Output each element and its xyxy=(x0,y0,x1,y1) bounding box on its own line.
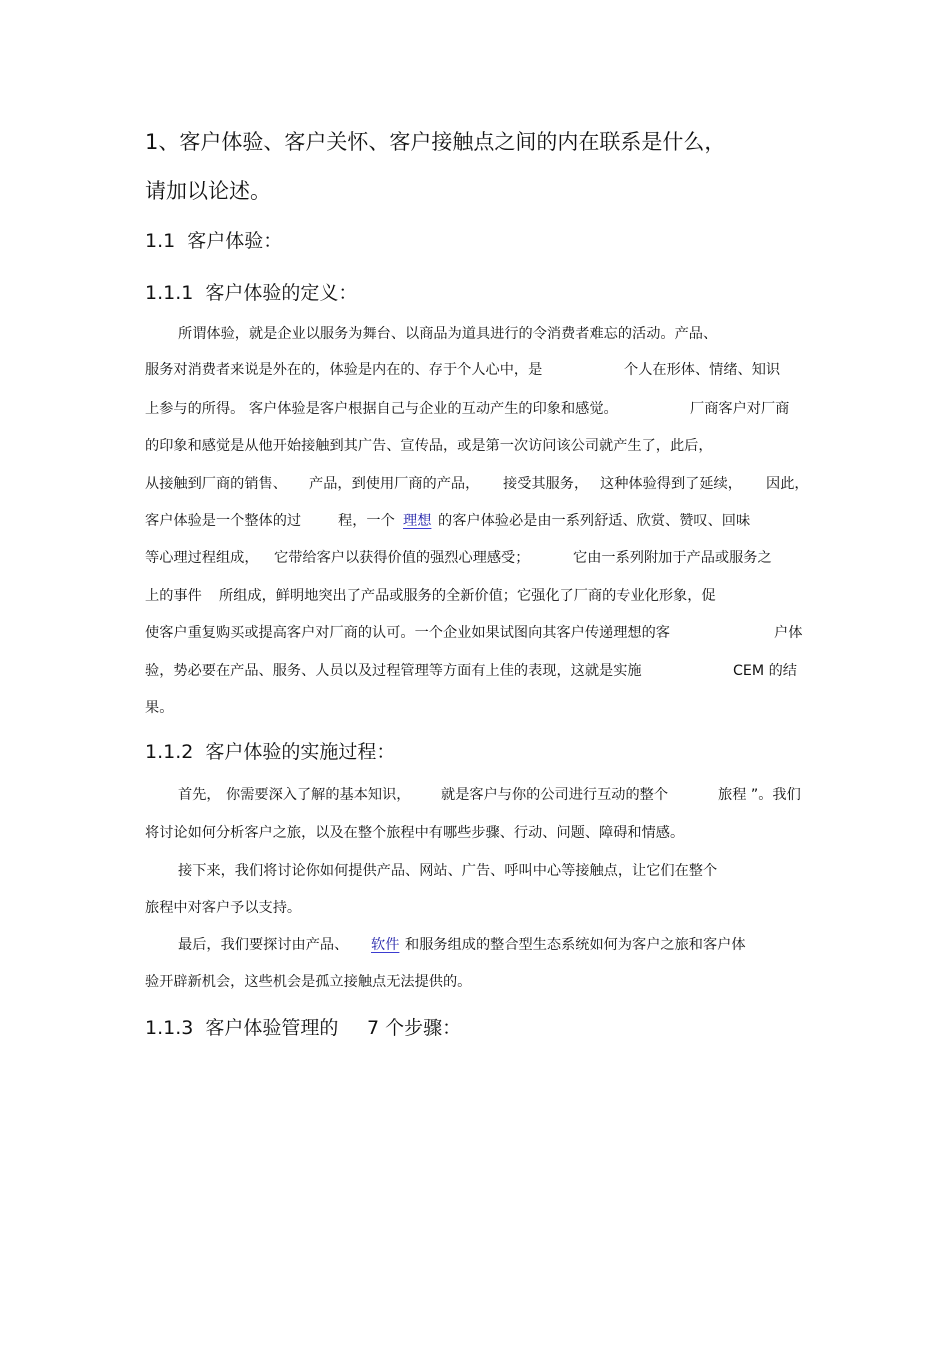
paragraph-line: 它由一系列附加于产品或服务之 xyxy=(573,550,772,566)
paragraph-line: 客户体验是一个整体的过 xyxy=(145,513,302,529)
paragraph-line: 产品，到使用厂商的产品， xyxy=(309,476,480,492)
paragraph-line: 户体 xyxy=(774,625,803,641)
paragraph-line: 首先， xyxy=(178,787,221,803)
paragraph-line: 程，一个 xyxy=(338,513,395,529)
question-title-line-1: 1、客户体验、客户关怀、客户接触点之间的内在联系是什么， xyxy=(145,130,726,154)
paragraph-line: 的印象和感觉是从他开始接触到其广告、宣传品，或是第一次访问该公司就产生了，此后， xyxy=(145,438,713,454)
section-1-1-2-heading: 1.1.2 客户体验的实施过程： xyxy=(145,741,396,763)
section-1-1-1-heading: 1.1.1 客户体验的定义： xyxy=(145,282,358,304)
paragraph-line: 和服务组成的整合型生态系统如何为客户之旅和客户体 xyxy=(405,937,746,953)
paragraph-line: CEM 的结 xyxy=(733,663,797,679)
paragraph-line: 果。 xyxy=(145,700,174,716)
software-link[interactable]: 软件 xyxy=(371,937,400,953)
paragraph-line: 旅程 ”。我们 xyxy=(718,787,801,803)
ideal-link[interactable]: 理想 xyxy=(403,513,432,529)
paragraph-line: 最后，我们要探讨由产品、 xyxy=(178,937,349,953)
paragraph-line: 所谓体验，就是企业以服务为舞台、以商品为道具进行的令消费者难忘的活动。产品、 xyxy=(178,326,718,342)
paragraph-line: 将讨论如何分析客户之旅，以及在整个旅程中有哪些步骤、行动、问题、障碍和情感。 xyxy=(145,825,685,841)
paragraph-line: 这种体验得到了延续， xyxy=(600,476,742,492)
paragraph-line: 验，势必要在产品、服务、人员以及过程管理等方面有上佳的表现，这就是实施 xyxy=(145,663,642,679)
paragraph-line: 上的事件 xyxy=(145,588,202,604)
paragraph-line: 的客户体验必是由一系列舒适、欣赏、赞叹、回味 xyxy=(438,513,751,529)
paragraph-line: 就是客户与你的公司进行互动的整个 xyxy=(441,787,669,803)
paragraph-line: 所组成，鲜明地突出了产品或服务的全新价值；它强化了厂商的专业化形象，促 xyxy=(219,588,716,604)
section-1-1-heading: 1.1 客户体验： xyxy=(145,230,283,252)
paragraph-line: 验开辟新机会，这些机会是孤立接触点无法提供的。 xyxy=(145,974,472,990)
paragraph-line: 从接触到厂商的销售、 xyxy=(145,476,287,492)
paragraph-line: 它带给客户以获得价值的强烈心理感受； xyxy=(274,550,530,566)
paragraph-line: 等心理过程组成， xyxy=(145,550,259,566)
paragraph-line: 因此， xyxy=(766,476,809,492)
section-1-1-3-heading: 1.1.3 客户体验管理的 xyxy=(145,1017,339,1039)
question-title-line-2: 请加以论述。 xyxy=(145,179,271,203)
paragraph-line: 你需要深入了解的基本知识， xyxy=(226,787,411,803)
paragraph-line: 旅程中对客户予以支持。 xyxy=(145,900,302,916)
paragraph-line: 厂商客户对厂商 xyxy=(690,401,790,417)
paragraph-line: 上参与的所得。 客户体验是客户根据自己与企业的互动产生的印象和感觉。 xyxy=(145,401,618,417)
paragraph-line: 接受其服务， xyxy=(503,476,589,492)
paragraph-line: 服务对消费者来说是外在的，体验是内在的、存于个人心中，是 xyxy=(145,362,543,378)
section-1-1-3-heading-tail: 7 个步骤： xyxy=(367,1017,462,1039)
paragraph-line: 使客户重复购买或提高客户对厂商的认可。一个企业如果试图向其客户传递理想的客 xyxy=(145,625,670,641)
paragraph-line: 接下来，我们将讨论你如何提供产品、网站、广告、呼叫中心等接触点，让它们在整个 xyxy=(178,863,718,879)
paragraph-line: 个人在形体、情绪、知识 xyxy=(624,362,781,378)
